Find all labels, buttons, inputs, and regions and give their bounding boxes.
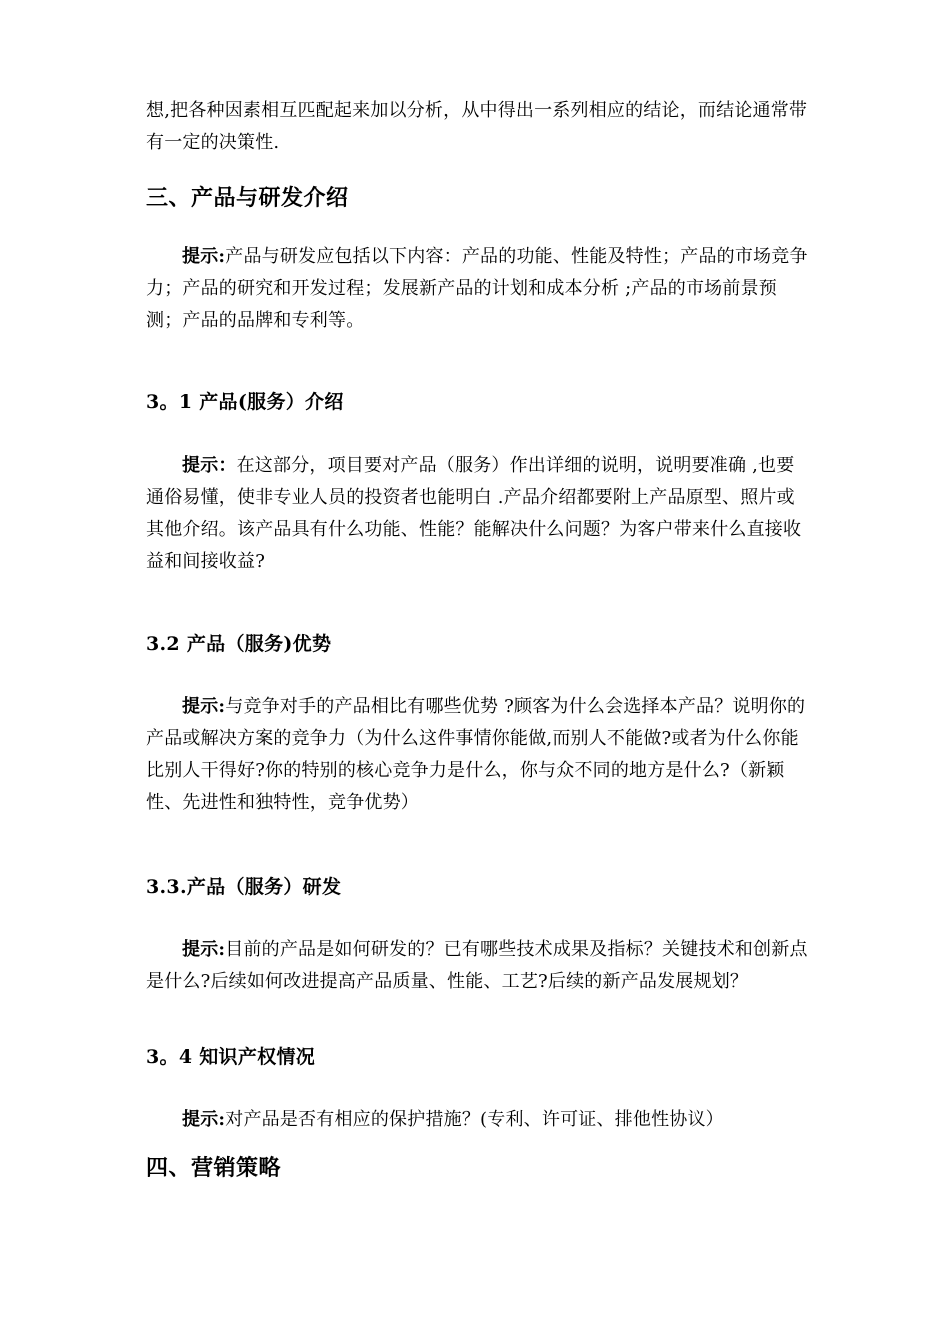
section-3-4-heading: 3。4 知识产权情况 — [146, 1046, 316, 1068]
section-3-tip-paragraph — [146, 241, 812, 337]
section-3-2-heading: 3.2 产品（服务)优势 — [146, 633, 332, 655]
section-3-3-heading: 3.3.产品（服务）研发 — [146, 876, 342, 898]
intro-tail-text: 想,把各种因素相互匹配起来加以分析，从中得出一系列相应的结论，而结论通常带有一定的决策性. — [146, 100, 808, 153]
tip-prefix: 提示: — [182, 246, 226, 267]
section-4-heading: 四、营销策略 — [146, 1155, 282, 1181]
tip-prefix: 提示: — [182, 939, 226, 960]
section-3-1-tip-paragraph — [146, 450, 812, 578]
tip-prefix: 提示: — [182, 696, 226, 717]
section-3-2-tip-paragraph — [146, 691, 812, 819]
tip-text: 产品与研发应包括以下内容：产品的功能、性能及特性；产品的市场竞争力；产品的研究和开发过程；发展新产品的计划和成本分析 ;产品的市场前景预测；产品的品牌和专利等。 — [146, 246, 808, 331]
section-3-4-tip-paragraph — [146, 1104, 812, 1136]
tip-prefix: 提示: — [182, 1109, 226, 1130]
tip-text: 对产品是否有相应的保护措施？(专利、许可证、排他性协议） — [225, 1109, 724, 1130]
tip-text: 目前的产品是如何研发的？已有哪些技术成果及指标？关键技术和创新点是什么?后续如何改进提高产品质量、性能、工艺?后续的新产品发展规划？ — [146, 939, 808, 992]
section-3-heading: 三、产品与研发介绍 — [146, 185, 349, 211]
tip-text: 与竞争对手的产品相比有哪些优势 ?顾客为什么会选择本产品？说明你的产品或解决方案的竞争力（为什么这件事情你能做,而别人不能做?或者为什么你能比别人干得好?你的特别的核心竞争力是什么，你与众不同的地方是什么?（新颖性、先进性和独特性，竞争优势） — [146, 696, 806, 813]
intro-tail-paragraph — [146, 95, 812, 159]
section-3-1-heading: 3。1 产品(服务）介绍 — [146, 391, 344, 413]
section-3-3-tip-paragraph — [146, 934, 812, 998]
tip-text: 在这部分，项目要对产品（服务）作出详细的说明，说明要准确 ,也要通俗易懂，使非专业人员的投资者也能明白 .产品介绍都要附上产品原型、照片或其他介绍。该产品具有什么功能、性能？能解决什么问题？为客户带来什么直接收益和间接收益? — [146, 455, 802, 572]
tip-prefix: 提示： — [182, 455, 237, 476]
